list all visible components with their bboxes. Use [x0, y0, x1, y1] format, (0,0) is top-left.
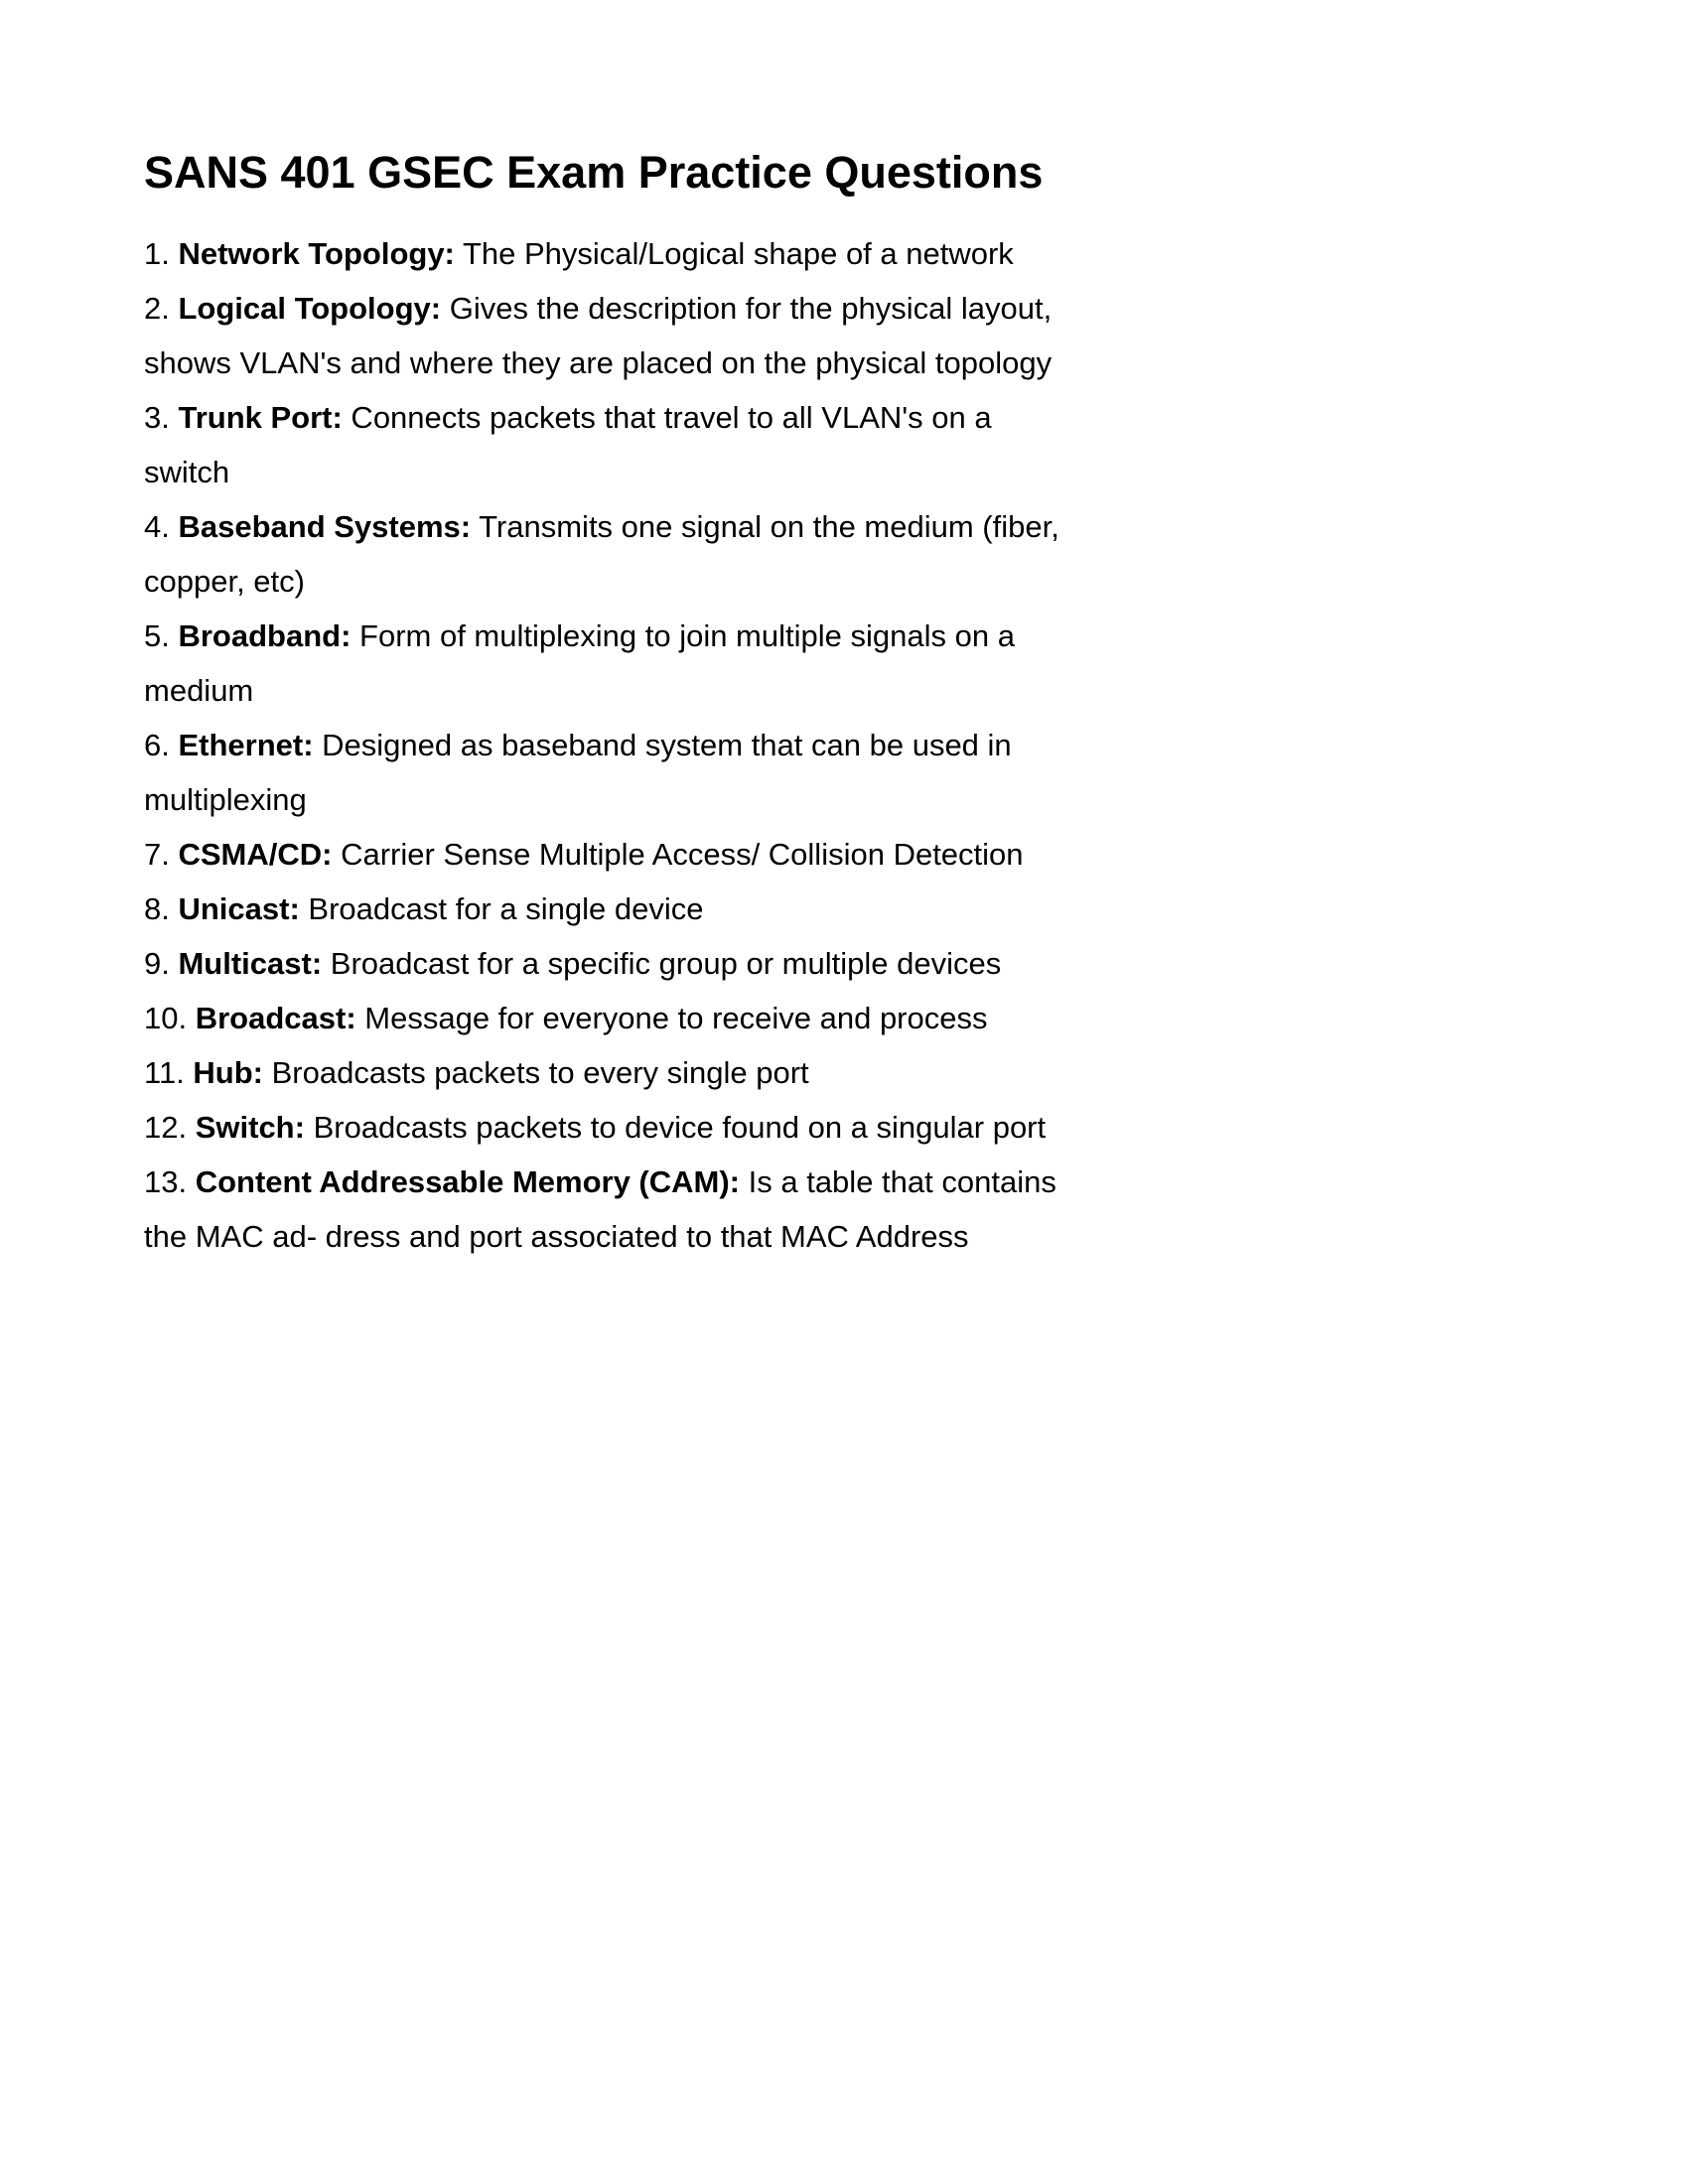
list-item	[144, 936, 1077, 991]
list-item	[144, 1100, 1077, 1155]
item-term: Broadcast:	[195, 1001, 356, 1036]
item-number: 4.	[144, 509, 179, 545]
list-item	[144, 281, 1077, 390]
item-definition: Gives the description for the physical layout, shows VLAN's and where they are placed on the physical topology	[144, 291, 1053, 381]
item-number: 9.	[144, 946, 179, 982]
item-term: Baseband Systems:	[178, 509, 472, 545]
item-definition: Broadcast for a single device	[299, 891, 704, 927]
list-item	[144, 991, 1077, 1045]
item-definition: Form of multiplexing to join multiple signals on a medium	[144, 618, 1015, 709]
item-term: Multicast:	[178, 946, 323, 982]
item-number: 10.	[144, 1001, 196, 1036]
item-definition: Is a table that contains the MAC ad- dress and port associated to that MAC Address	[144, 1164, 1056, 1255]
list-item	[144, 1045, 1077, 1100]
list-item	[144, 882, 1077, 936]
item-definition: Message for everyone to receive and process	[355, 1001, 988, 1036]
item-term: Hub:	[193, 1055, 263, 1091]
item-definition: Broadcast for a specific group or multiple devices	[322, 946, 1002, 982]
list-item	[144, 718, 1077, 827]
item-term: Ethernet:	[178, 728, 314, 763]
item-number: 6.	[144, 728, 179, 763]
list-item	[144, 226, 1077, 281]
item-term: CSMA/CD:	[178, 837, 333, 873]
item-number: 2.	[144, 291, 179, 327]
item-number: 8.	[144, 891, 179, 927]
item-number: 1.	[144, 236, 179, 272]
item-definition: Broadcasts packets to every single port	[263, 1055, 809, 1091]
item-term: Unicast:	[178, 891, 300, 927]
item-term: Switch:	[195, 1110, 305, 1146]
item-number: 5.	[144, 618, 179, 654]
item-term: Content Addressable Memory (CAM):	[195, 1164, 741, 1200]
item-term: Network Topology:	[178, 236, 455, 272]
item-definition: Connects packets that travel to all VLAN's on a switch	[144, 400, 992, 490]
item-definition: Broadcasts packets to device found on a singular port	[304, 1110, 1047, 1146]
item-number: 3.	[144, 400, 179, 436]
list-item	[144, 1155, 1077, 1264]
item-number: 13.	[144, 1164, 196, 1200]
list-item	[144, 609, 1077, 718]
item-term: Logical Topology:	[178, 291, 442, 327]
list-item	[144, 827, 1077, 882]
item-number: 11.	[144, 1055, 194, 1091]
document-content	[144, 145, 1077, 1264]
list-item	[144, 499, 1077, 609]
page-title: SANS 401 GSEC Exam Practice Questions	[144, 147, 1044, 198]
item-definition: Carrier Sense Multiple Access/ Collision Detection	[332, 837, 1024, 873]
item-number: 12.	[144, 1110, 196, 1146]
item-definition: Transmits one signal on the medium (fiber, copper, etc)	[144, 509, 1059, 600]
item-number: 7.	[144, 837, 179, 873]
item-term: Trunk Port:	[178, 400, 343, 436]
item-definition: Designed as baseband system that can be used in multiplexing	[144, 728, 1012, 818]
list-item	[144, 390, 1077, 499]
item-definition: The Physical/Logical shape of a network	[454, 236, 1014, 272]
item-term: Broadband:	[178, 618, 352, 654]
